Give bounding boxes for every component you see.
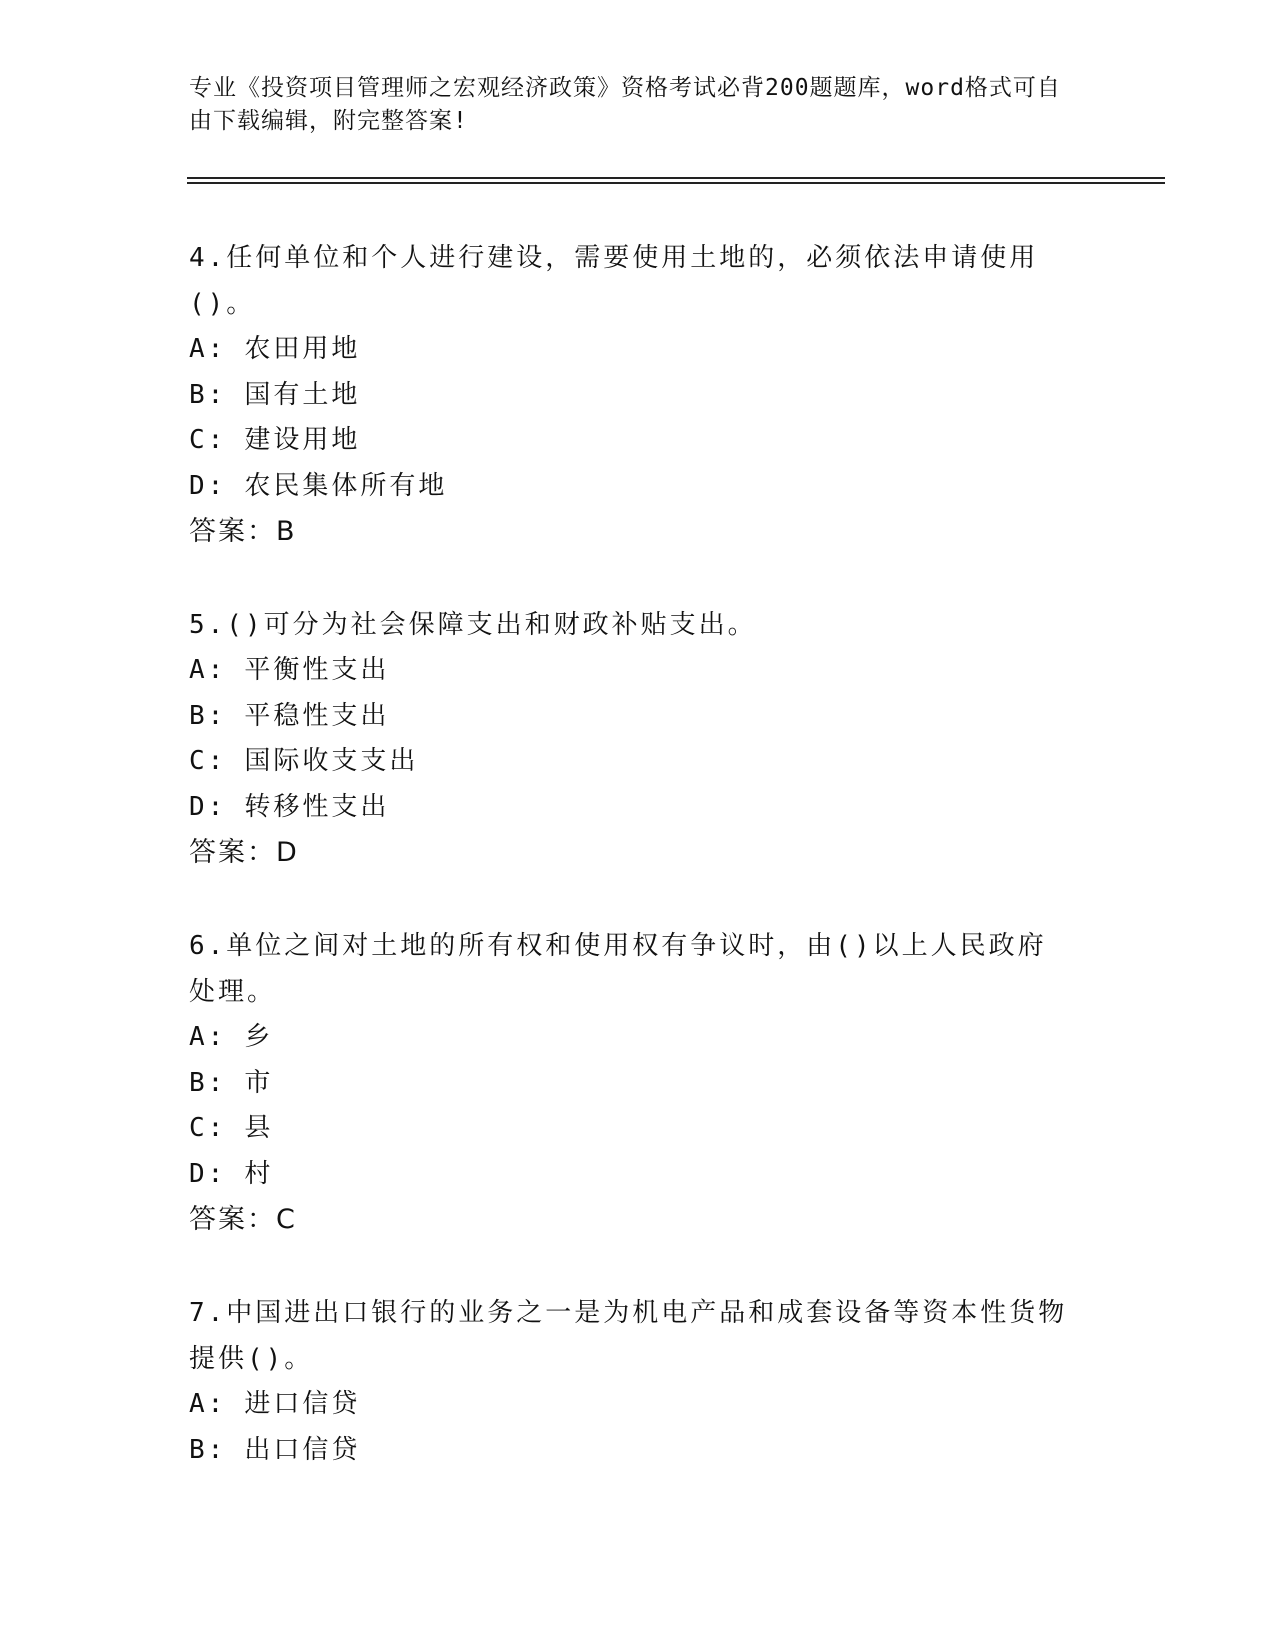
answer-line: 答案：C [189,1204,297,1235]
answer-line: 答案：B [189,516,297,547]
option-c [189,418,1069,464]
option-letter: B: [189,379,227,410]
option-text: 乡 [244,1022,274,1052]
option-a [189,648,1069,694]
question-6 [189,923,1069,1243]
question-5 [189,602,1069,876]
option-text: 平稳性支出 [244,700,390,731]
option-letter: C: [189,746,227,776]
question-list [189,235,1069,1473]
question-stem: 4.任何单位和个人进行建设，需要使用土地的，必须依法申请使用()。 [189,243,1039,319]
document-header: 专业《投资项目管理师之宏观经济政策》资格考试必背200题题库，word格式可自由下载编辑，附完整答案! [189,75,1061,134]
option-d [189,1152,1069,1198]
option-text: 国际收支支出 [244,746,419,776]
question-7 [189,1290,1069,1473]
option-text: 出口信贷 [244,1434,361,1465]
option-text: 平衡性支出 [244,655,390,685]
option-letter: A: [189,1022,227,1052]
answer-line: 答案：D [189,837,299,868]
option-letter: A: [189,655,227,685]
option-letter: C: [189,1113,227,1143]
option-c [189,1106,1069,1152]
option-letter: D: [189,470,227,501]
question-4 [189,235,1069,555]
option-text: 转移性支出 [244,791,390,822]
option-letter: A: [189,334,227,364]
option-text: 建设用地 [244,425,361,455]
option-b [189,694,1069,740]
option-letter: B: [189,1434,227,1465]
option-a [189,1015,1069,1061]
header-divider-bottom [187,182,1165,184]
option-text: 县 [244,1113,274,1143]
option-text: 村 [244,1158,274,1189]
question-stem: 7.中国进出口银行的业务之一是为机电产品和成套设备等资本性货物提供()。 [189,1298,1068,1374]
question-stem: 5.()可分为社会保障支出和财政补贴支出。 [189,610,757,640]
option-letter: A: [189,1389,227,1419]
option-b [189,1061,1069,1107]
question-stem: 6.单位之间对土地的所有权和使用权有争议时，由()以上人民政府处理。 [189,931,1047,1007]
option-text: 进口信贷 [244,1389,361,1419]
option-d [189,464,1069,510]
option-a [189,327,1069,373]
option-text: 农田用地 [244,334,361,364]
option-letter: B: [189,1067,227,1098]
option-b [189,1428,1069,1474]
option-c [189,739,1069,785]
option-d [189,785,1069,831]
option-letter: C: [189,425,227,455]
option-b [189,373,1069,419]
option-a [189,1382,1069,1428]
option-text: 国有土地 [244,379,361,410]
option-text: 农民集体所有地 [244,470,448,501]
option-letter: D: [189,791,227,822]
option-letter: D: [189,1158,227,1189]
option-text: 市 [244,1067,274,1098]
option-letter: B: [189,700,227,731]
header-divider-top [187,177,1165,179]
